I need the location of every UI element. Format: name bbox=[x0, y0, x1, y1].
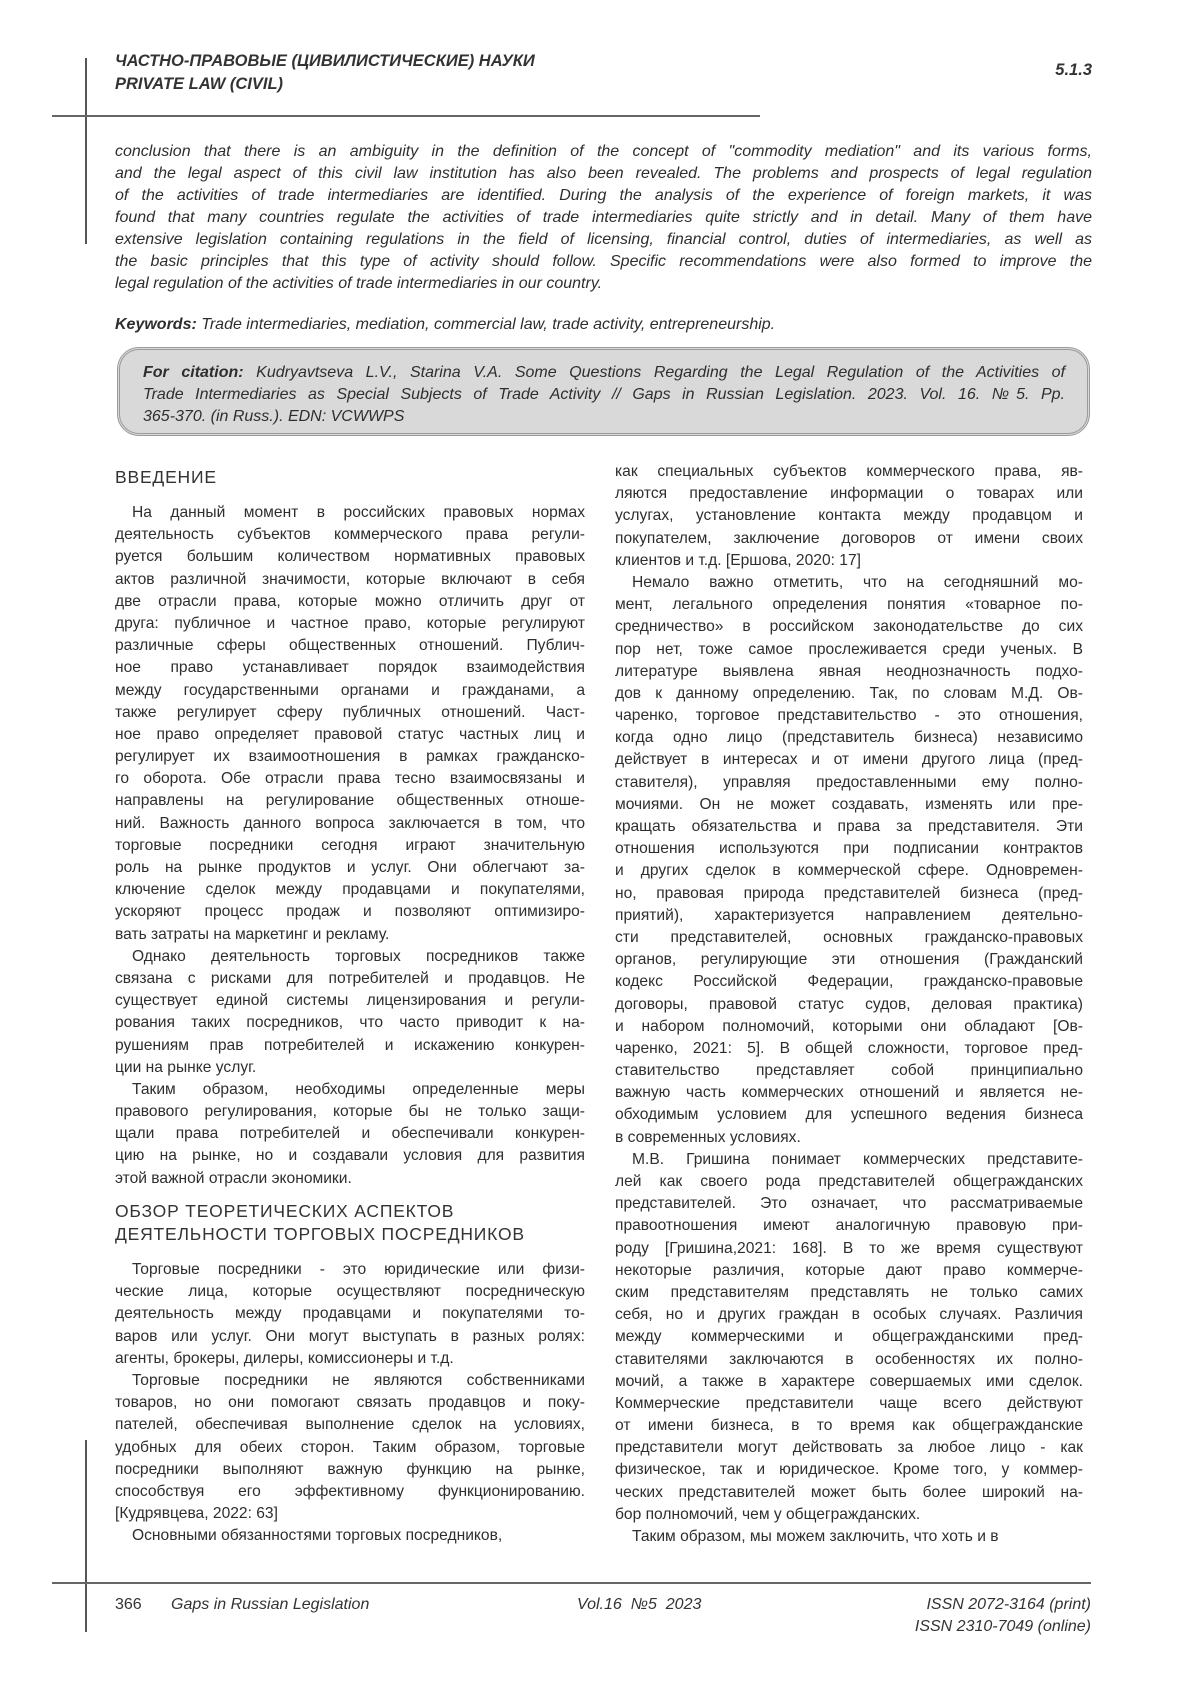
text-line: ским представителям представлять не только самих bbox=[615, 1282, 1083, 1304]
section-title-ru: ЧАСТНО-ПРАВОВЫЕ (ЦИВИЛИСТИЧЕСКИЕ) НАУКИ bbox=[115, 50, 535, 73]
text-line: ний. Важность данного вопроса заключается в том, что bbox=[115, 813, 585, 835]
text-line: Таким образом, мы можем заключить, что хоть и в bbox=[615, 1526, 1083, 1548]
paragraph bbox=[615, 1526, 1083, 1548]
paragraph bbox=[115, 502, 585, 946]
text-line: ное право определяет правовой статус частных лиц и bbox=[115, 724, 585, 746]
paragraph bbox=[615, 461, 1083, 572]
text-line: го оборота. Обе отрасли права тесно взаимосвязаны и bbox=[115, 768, 585, 790]
text-line: мент, легального определения понятия «товарное по- bbox=[615, 594, 1083, 616]
text-line: и набором полномочий, которыми они обладают [Ов- bbox=[615, 1016, 1083, 1038]
text-line: legal regulation of the activities of trade intermediaries in our country. bbox=[115, 273, 1092, 295]
text-line: щали права потребителей и обеспечивали конкурен- bbox=[115, 1123, 585, 1145]
text-line: в современных условиях. bbox=[615, 1127, 1083, 1149]
journal-name: Gaps in Russian Legislation bbox=[171, 1594, 369, 1616]
paragraph bbox=[615, 1149, 1083, 1526]
text-line: цию на рынке, но и создавали условия для развития bbox=[115, 1145, 585, 1167]
text-line: ставителя), управляя предоставленными ему полно- bbox=[615, 772, 1083, 794]
issn-print: ISSN 2072-3164 (print) bbox=[915, 1594, 1091, 1616]
text-line: the basic principles that this type of activity should follow. Specific recommendations were also formed to improve the bbox=[115, 251, 1092, 273]
text-line: между коммерческими и общегражданскими пред- bbox=[615, 1326, 1083, 1348]
text-line: сти представителей, основных гражданско-правовых bbox=[615, 927, 1083, 949]
text-line: ное право устанавливает порядок взаимодействия bbox=[115, 657, 585, 679]
text-line: различные сферы общественных отношений. Публич- bbox=[115, 635, 585, 657]
text-line: две отрасли права, которые можно отличить друг от bbox=[115, 591, 585, 613]
keywords-label: Keywords: bbox=[115, 316, 197, 333]
text-line: некоторые различия, которые дают право коммерче- bbox=[615, 1260, 1083, 1282]
text-line: способствуя его эффективному функционированию. bbox=[115, 1481, 585, 1503]
text-line: правоотношения имеют аналогичную правовую при- bbox=[615, 1215, 1083, 1237]
citation-line: Trade Intermediaries as Special Subjects of Trade Activity // Gaps in Russian Legislation. 2023. Vol. 16. №5. Pp. bbox=[143, 384, 1065, 406]
text-line: связана с рисками для потребителей и продавцов. Не bbox=[115, 968, 585, 990]
text-line: роду [Гришина,2021: 168]. В то же время существуют bbox=[615, 1238, 1083, 1260]
text-line: ключение сделок между продавцами и покупателями, bbox=[115, 879, 585, 901]
text-line: обходимым условием для успешного ведения бизнеса bbox=[615, 1104, 1083, 1126]
paragraph bbox=[115, 1079, 585, 1190]
text-line: когда одно лицо (представитель бизнеса) независимо bbox=[615, 727, 1083, 749]
text-line: физическое, так и юридическое. Кроме того, у коммер- bbox=[615, 1459, 1083, 1481]
text-line: покупателем, заключение договоров от имени своих bbox=[615, 528, 1083, 550]
text-line: ляются предоставление информации о товарах или bbox=[615, 483, 1083, 505]
text-line: ции на рынке услуг. bbox=[115, 1057, 585, 1079]
text-line: варов или услуг. Они могут выступать в разных ролях: bbox=[115, 1326, 585, 1348]
text-line: Коммерческие представители чаще всего действуют bbox=[615, 1393, 1083, 1415]
text-line: мочий, а также в характере совершаемых ими сделок. bbox=[615, 1371, 1083, 1393]
abstract bbox=[115, 141, 1092, 295]
header-horizontal-rule bbox=[52, 115, 760, 117]
text-line: товаров, но они помогают связать продавцов и поку- bbox=[115, 1392, 585, 1414]
citation-line: 365-370. (in Russ.). EDN: VCWWPS bbox=[143, 406, 1065, 428]
text-line: Однако деятельность торговых посредников также bbox=[115, 946, 585, 968]
left-column-body-1 bbox=[115, 502, 585, 1190]
page-number: 366 bbox=[115, 1594, 142, 1616]
section-heading-line: ДЕЯТЕЛЬНОСТИ ТОРГОВЫХ ПОСРЕДНИКОВ bbox=[115, 1223, 525, 1246]
text-line: [Кудрявцева, 2022: 63] bbox=[115, 1503, 585, 1525]
text-line: мочиями. Он не может создавать, изменять или пре- bbox=[615, 794, 1083, 816]
left-column-body-2 bbox=[115, 1259, 585, 1547]
text-line: органов, регулирующие эти отношения (Гражданский bbox=[615, 949, 1083, 971]
footer-vertical-rule bbox=[85, 1440, 87, 1632]
text-line: ставителями заключаются в особенностях их полно- bbox=[615, 1349, 1083, 1371]
paragraph bbox=[115, 946, 585, 1079]
text-line: ческих представителей может быть более широкий на- bbox=[615, 1482, 1083, 1504]
citation-line bbox=[143, 362, 1065, 384]
right-column-body bbox=[615, 461, 1083, 1548]
text-line: себя, но и других граждан в особых случаях. Различия bbox=[615, 1304, 1083, 1326]
text-line: представителей. Это означает, что рассматриваемые bbox=[615, 1193, 1083, 1215]
issn-online: ISSN 2310-7049 (online) bbox=[915, 1616, 1091, 1638]
text-line: действует в интересах и от имени другого лица (пред- bbox=[615, 749, 1083, 771]
text-line: представители могут действовать за любое лицо - как bbox=[615, 1437, 1083, 1459]
text-line: приятий), характеризуется направлением деятельно- bbox=[615, 905, 1083, 927]
paragraph bbox=[115, 1259, 585, 1370]
text-line: ческие лица, которые осуществляют посредническую bbox=[115, 1281, 585, 1303]
text-line: удобных для обеих сторон. Таким образом, торговые bbox=[115, 1437, 585, 1459]
text-line: этой важной отрасли экономики. bbox=[115, 1168, 585, 1190]
text-line: and the legal aspect of this civil law institution has also been revealed. The problems and prospects of legal regulation bbox=[115, 163, 1092, 185]
text-line: На данный момент в российских правовых нормах bbox=[115, 502, 585, 524]
section-title bbox=[115, 50, 535, 96]
text-line: чаренко, 2021: 5]. В общей сложности, торговое пред- bbox=[615, 1038, 1083, 1060]
text-line: Основными обязанностями торговых посредников, bbox=[115, 1525, 585, 1547]
paragraph bbox=[115, 1370, 585, 1525]
text-line: средничество» в российском законодательстве до сих bbox=[615, 616, 1083, 638]
text-line: существует единой системы лицензирования и регули- bbox=[115, 990, 585, 1012]
text-line: роль на рынке продуктов и услуг. Они облегчают за- bbox=[115, 857, 585, 879]
text-line: агенты, брокеры, дилеры, комиссионеры и т.д. bbox=[115, 1348, 585, 1370]
text-line: Таким образом, необходимы определенные меры bbox=[115, 1079, 585, 1101]
text-line: Торговые посредники - это юридические или физи- bbox=[115, 1259, 585, 1281]
text-line: extensive legislation containing regulations in the field of licensing, financial control, duties of intermediaries, as well as bbox=[115, 229, 1092, 251]
text-line: ускоряют процесс продаж и позволяют оптимизиро- bbox=[115, 901, 585, 923]
section-heading-line: ОБЗОР ТЕОРЕТИЧЕСКИХ АСПЕКТОВ bbox=[115, 1200, 525, 1223]
text-line: правового регулирования, которые бы не только защи- bbox=[115, 1101, 585, 1123]
citation-label: For citation: bbox=[143, 364, 244, 381]
text-line: также регулирует сферу публичных отношений. Част- bbox=[115, 702, 585, 724]
text-line: found that many countries regulate the activities of trade intermediaries quite strictly and in detail. Many of them have bbox=[115, 207, 1092, 229]
text-line: регулирует их взаимоотношения в рамках гражданско- bbox=[115, 746, 585, 768]
text-line: клиентов и т.д. [Ершова, 2020: 17] bbox=[615, 550, 1083, 572]
text-line: договоры, правовой статус судов, деловая практика) bbox=[615, 994, 1083, 1016]
header-vertical-rule bbox=[85, 58, 87, 244]
issue-info: Vol.16 №5 2023 bbox=[577, 1594, 701, 1616]
text-line: дов к данному определению. Так, по словам М.Д. Ов- bbox=[615, 683, 1083, 705]
text-line: рования таких посредников, что часто приводит к на- bbox=[115, 1012, 585, 1034]
text-line: деятельность субъектов коммерческого права регули- bbox=[115, 524, 585, 546]
section-code: 5.1.3 bbox=[1055, 59, 1092, 82]
text-line: М.В. Гришина понимает коммерческих представите- bbox=[615, 1149, 1083, 1171]
text-line: важную часть коммерческих отношений и является не- bbox=[615, 1082, 1083, 1104]
text-line: пателей, обеспечивая выполнение сделок на условиях, bbox=[115, 1414, 585, 1436]
text-line: conclusion that there is an ambiguity in the definition of the concept of "commodity mediation" and its various forms, bbox=[115, 141, 1092, 163]
section-heading-review bbox=[115, 1200, 525, 1246]
keywords-text: Trade intermediaries, mediation, commercial law, trade activity, entrepreneurship. bbox=[201, 316, 775, 333]
text-line: Немало важно отметить, что на сегодняшний мо- bbox=[615, 572, 1083, 594]
text-line: посредники выполняют важную функцию на рынке, bbox=[115, 1459, 585, 1481]
text-line: как специальных субъектов коммерческого права, яв- bbox=[615, 461, 1083, 483]
section-heading-introduction: ВВЕДЕНИЕ bbox=[115, 466, 217, 489]
text-line: бор полномочий, чем у общегражданских. bbox=[615, 1504, 1083, 1526]
footer-horizontal-rule bbox=[52, 1582, 1091, 1584]
text-line: чаренко, торговое представительство - это отношения, bbox=[615, 705, 1083, 727]
text-line: Торговые посредники не являются собственниками bbox=[115, 1370, 585, 1392]
citation-text bbox=[143, 362, 1065, 428]
keywords bbox=[115, 314, 775, 336]
text-line: направлены на регулирование общественных отноше- bbox=[115, 790, 585, 812]
text-line: литературе выявлена явная неоднозначность подхо- bbox=[615, 661, 1083, 683]
text-line: друга: публичное и частное право, которые регулируют bbox=[115, 613, 585, 635]
text-line: пор нет, тоже самое прослеживается среди ученых. В bbox=[615, 639, 1083, 661]
text-line: ставительство представляет собой принципиально bbox=[615, 1060, 1083, 1082]
text-line: вать затраты на маркетинг и рекламу. bbox=[115, 924, 585, 946]
text-line: кодекс Российской Федерации, гражданско-правовые bbox=[615, 971, 1083, 993]
issn-block bbox=[915, 1594, 1091, 1638]
paragraph bbox=[615, 572, 1083, 1149]
section-title-en: PRIVATE LAW (CIVIL) bbox=[115, 73, 535, 96]
text-line: но, правовая природа представителей бизнеса (пред- bbox=[615, 883, 1083, 905]
paragraph bbox=[115, 1525, 585, 1547]
text-line: торговые посредники сегодня играют значительную bbox=[115, 835, 585, 857]
text-line: услугах, установление контакта между продавцом и bbox=[615, 505, 1083, 527]
text-line: между государственными органами и гражданами, а bbox=[115, 680, 585, 702]
text-line: актов различной значимости, которые включают в себя bbox=[115, 569, 585, 591]
text-line: и других сделок в коммерческой сфере. Одновремен- bbox=[615, 860, 1083, 882]
text-line: лей как своего рода представителей общегражданских bbox=[615, 1171, 1083, 1193]
text-line: кращать обязательства и права за представителя. Эти bbox=[615, 816, 1083, 838]
text-line: деятельность между продавцами и покупателями то- bbox=[115, 1303, 585, 1325]
text-line: отношения используются при подписании контрактов bbox=[615, 838, 1083, 860]
text-line: руется большим количеством нормативных правовых bbox=[115, 546, 585, 568]
text-line: рушениям прав потребителей и искажению конкурен- bbox=[115, 1035, 585, 1057]
citation-line-text: Kudryavtseva L.V., Starina V.A. Some Questions Regarding the Legal Regulation of the Activities of bbox=[256, 364, 1065, 381]
text-line: от имени бизнеса, в то время как общегражданские bbox=[615, 1415, 1083, 1437]
text-line: of the activities of trade intermediaries are identified. During the analysis of the experience of foreign markets, it was bbox=[115, 185, 1092, 207]
